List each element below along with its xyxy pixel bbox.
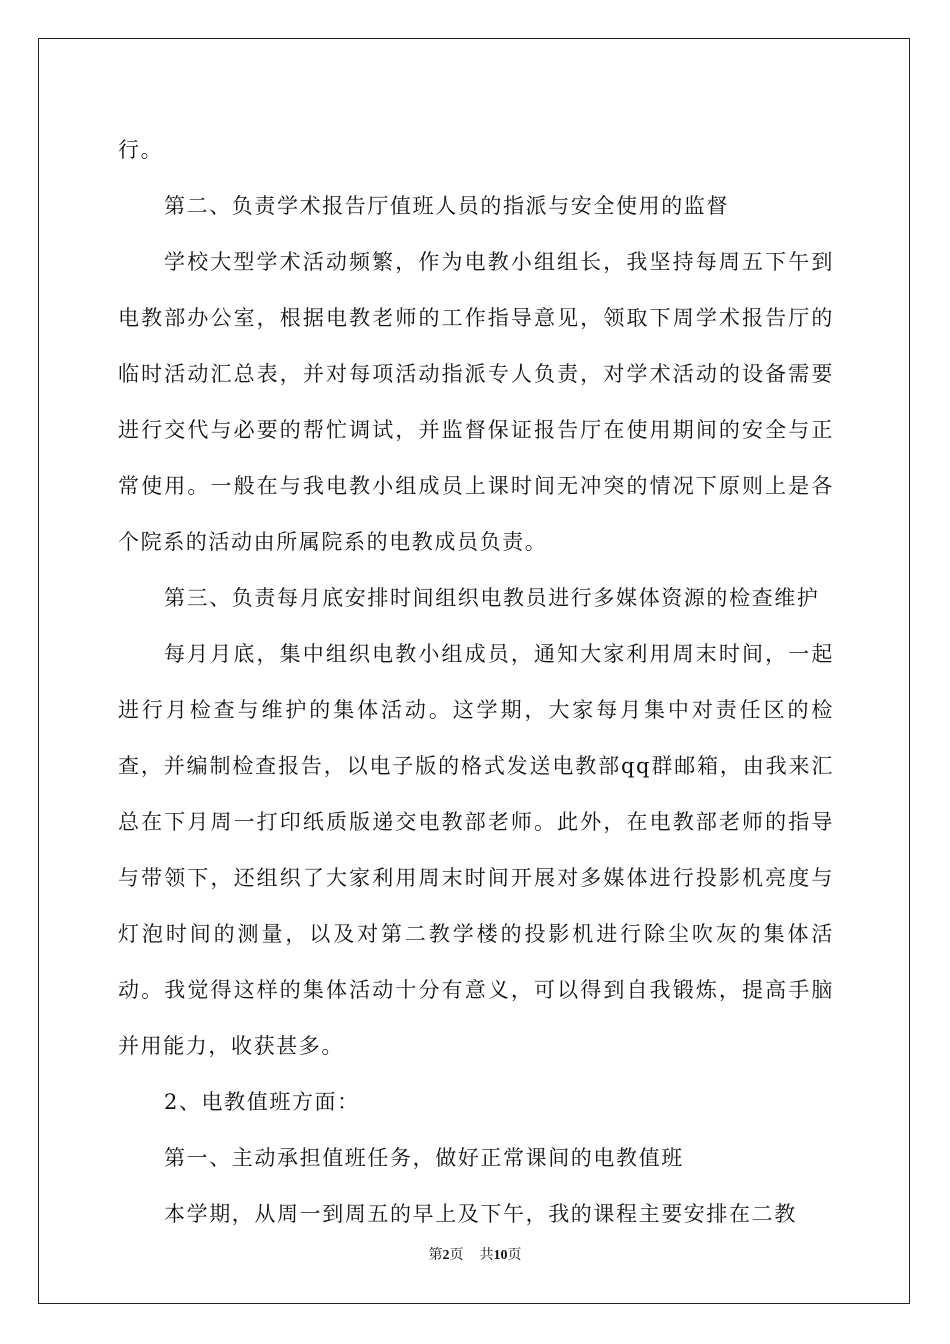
paragraph: 第二、负责学术报告厅值班人员的指派与安全使用的监督 (164, 194, 729, 218)
paragraph: 第三、负责每月底安排时间组织电教员进行多媒体资源的检查维护 (164, 586, 820, 610)
page-number: 2 (442, 1248, 450, 1263)
paragraph: 2、电教值班方面： (164, 1090, 360, 1114)
document-body (118, 122, 834, 1242)
paragraph: 学校大型学术活动频繁，作为电教小组组长，我坚持每周五下午到电教部办公室，根据电教老师的工作指导意见，领取下周学术报告厅的临时活动汇总表，并对每项活动指派专人负责，对学术活动的设备需要进行交代与必要的帮忙调试，并监督保证报告厅在使用期间的安全与正常使用。一般在与我电教小组成员上课时间无冲突的情况下原则上是各个院系的活动由所属院系的电教成员负责。 (118, 250, 834, 554)
page-label-suffix: 页 (449, 1248, 464, 1263)
paragraph: 本学期，从周一到周五的早上及下午，我的课程主要安排在二教 (164, 1202, 797, 1226)
total-pages: 10 (493, 1248, 508, 1263)
page-label-prefix: 第 (428, 1248, 443, 1263)
paragraph: 每月月底，集中组织电教小组成员，通知大家利用周末时间，一起进行月检查与维护的集体活动。这学期，大家每月集中对责任区的检查，并编制检查报告，以电子版的格式发送电教部qq群邮箱，由我来汇总在下月周一打印纸质版递交电教部老师。此外，在电教部老师的指导与带领下，还组织了大家利用周末时间开展对多媒体进行投影机亮度与灯泡时间的测量，以及对第二教学楼的投影机进行除尘吹灰的集体活动。我觉得这样的集体活动十分有意义，可以得到自我锻炼，提高手脑并用能力，收获甚多。 (118, 642, 834, 1058)
page-footer (0, 1244, 950, 1264)
total-prefix: 共 (479, 1248, 494, 1263)
total-suffix: 页 (507, 1248, 522, 1263)
paragraph: 行。 (118, 138, 164, 162)
paragraph: 第一、主动承担值班任务，做好正常课间的电教值班 (164, 1146, 684, 1170)
